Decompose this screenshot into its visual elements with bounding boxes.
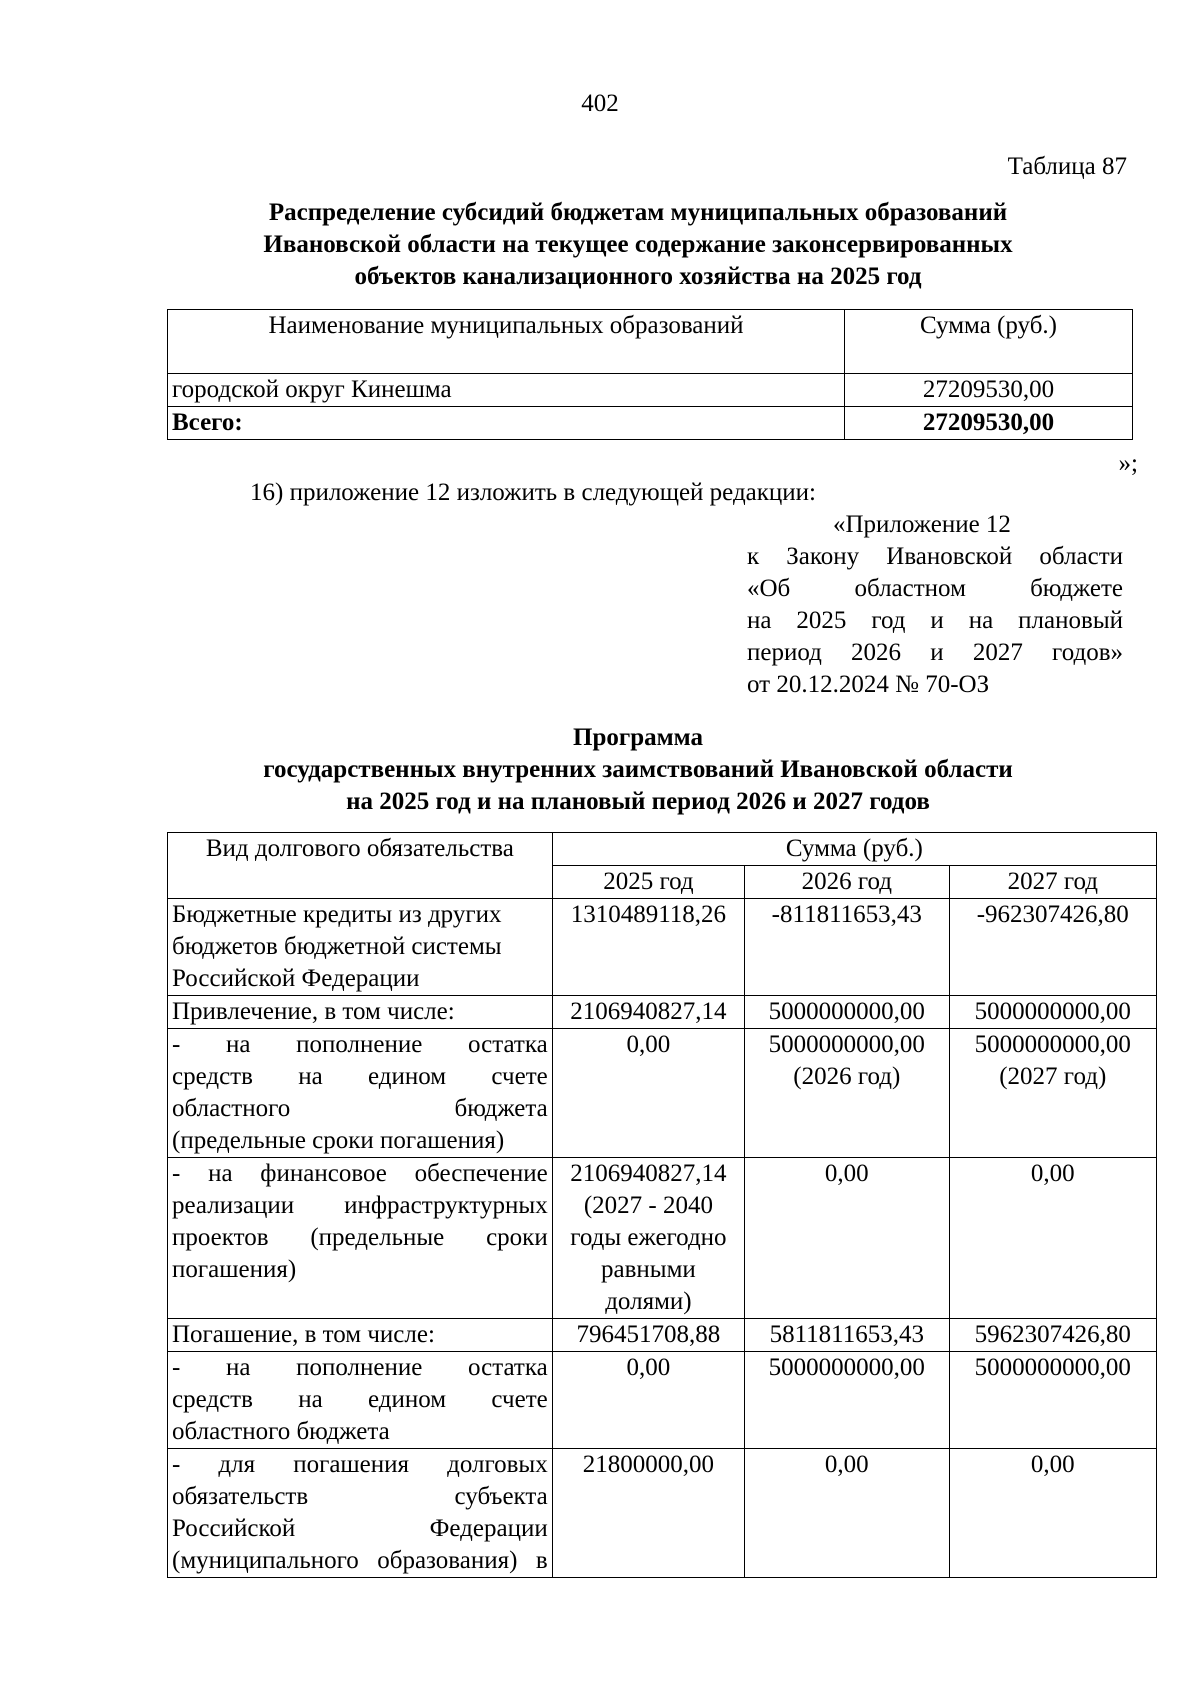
value-2025	[552, 1449, 744, 1578]
debt-type-cell	[168, 996, 553, 1029]
header-sum: Сумма (руб.)	[552, 833, 1156, 866]
cell-line: (предельные сроки погашения)	[172, 1127, 505, 1154]
page-number: 402	[581, 90, 619, 117]
appendix-line: «Приложение 12	[833, 511, 1011, 538]
cell-line: -962307426,80	[976, 901, 1129, 928]
table87-title-line: Распределение субсидий бюджетам муниципальных образований	[268, 199, 1008, 226]
value-2025	[552, 1029, 744, 1158]
table-header-row	[168, 310, 1133, 374]
subsidy-table	[167, 309, 1133, 440]
cell-line: 5000000000,00	[974, 998, 1131, 1025]
value-2025	[552, 899, 744, 996]
cell-line: погашения)	[172, 1256, 297, 1283]
header-year-2026: 2026 год	[745, 866, 949, 899]
cell-line: Российской Федерации	[172, 1515, 548, 1542]
appendix-line: «Об областном бюджете	[747, 575, 1123, 602]
cell-line: - для погашения долговых	[172, 1451, 548, 1478]
table87-title-line: объектов канализационного хозяйства на 2025 год	[354, 263, 922, 290]
total-row	[168, 407, 1133, 440]
value-2027	[949, 996, 1156, 1029]
cell-line: областного бюджета	[172, 1418, 390, 1445]
cell-line: - на пополнение остатка	[172, 1031, 548, 1058]
table-row	[168, 996, 1157, 1029]
debt-type-cell	[168, 1029, 553, 1158]
value-2025	[552, 1319, 744, 1352]
item-16-text: 16) приложение 12 изложить в следующей редакции:	[250, 479, 816, 506]
borrowing-program-table	[167, 832, 1157, 1578]
program-title	[150, 722, 1126, 818]
cell-line: равными	[601, 1256, 696, 1283]
appendix-header	[747, 509, 1123, 701]
municipality-amount: 27209530,00	[845, 374, 1133, 407]
value-2026	[745, 1029, 949, 1158]
cell-line: обязательств субъекта	[172, 1483, 548, 1510]
municipality-name: городской округ Кинешма	[168, 374, 845, 407]
cell-line: 21800000,00	[582, 1451, 715, 1478]
cell-line: областного бюджета	[172, 1095, 548, 1122]
cell-line: 5000000000,00	[974, 1031, 1131, 1058]
total-amount: 27209530,00	[845, 407, 1133, 440]
cell-line: средств на едином счете	[172, 1063, 548, 1090]
cell-line: долями)	[605, 1288, 692, 1315]
value-2027	[949, 1158, 1156, 1319]
cell-line: Привлечение, в том числе:	[172, 998, 455, 1025]
cell-line: 5000000000,00	[974, 1354, 1131, 1381]
header-year-2025: 2025 год	[552, 866, 744, 899]
cell-line: средств на едином счете	[172, 1386, 548, 1413]
header-year-2027: 2027 год	[949, 866, 1156, 899]
appendix-line: к Закону Ивановской области	[747, 543, 1123, 570]
table87-title-line: Ивановской области на текущее содержание законсервированных	[263, 231, 1013, 258]
value-2026	[745, 1158, 949, 1319]
value-2025	[552, 1352, 744, 1449]
table87-title	[150, 197, 1126, 293]
cell-line: реализации инфраструктурных	[172, 1192, 548, 1219]
value-2026	[745, 899, 949, 996]
table-row	[168, 1449, 1157, 1578]
debt-type-cell	[168, 899, 553, 996]
table-row	[168, 1352, 1157, 1449]
program-title-line: государственных внутренних заимствований Ивановской области	[263, 756, 1013, 783]
program-title-line: на 2025 год и на плановый период 2026 и 2027 годов	[346, 788, 930, 815]
cell-line: 2106940827,14	[570, 1160, 727, 1187]
header-municipality: Наименование муниципальных образований	[168, 310, 845, 374]
cell-line: (муниципального образования) в	[172, 1547, 548, 1574]
appendix-line: период 2026 и 2027 годов»	[747, 639, 1123, 666]
cell-line: 0,00	[1030, 1451, 1075, 1478]
cell-line: Погашение, в том числе:	[172, 1321, 435, 1348]
value-2026	[745, 1319, 949, 1352]
table-row	[168, 1319, 1157, 1352]
value-2026	[745, 1449, 949, 1578]
cell-line: - на финансовое обеспечение	[172, 1160, 548, 1187]
appendix-line: от 20.12.2024 № 70-ОЗ	[747, 671, 990, 698]
value-2027	[949, 1029, 1156, 1158]
value-2027	[949, 1352, 1156, 1449]
total-label: Всего:	[168, 407, 845, 440]
value-2027	[949, 1449, 1156, 1578]
cell-line: 5000000000,00	[768, 998, 925, 1025]
cell-line: (2027 - 2040	[583, 1192, 713, 1219]
value-2027	[949, 1319, 1156, 1352]
cell-line: 1310489118,26	[570, 901, 727, 928]
program-title-line: Программа	[573, 724, 703, 751]
cell-line: 0,00	[824, 1160, 869, 1187]
appendix-line: на 2025 год и на плановый	[747, 607, 1123, 634]
debt-type-cell	[168, 1449, 553, 1578]
cell-line: (2027 год)	[999, 1063, 1107, 1090]
value-2027	[949, 899, 1156, 996]
cell-line: - на пополнение остатка	[172, 1354, 548, 1381]
table-row	[168, 1029, 1157, 1158]
header-amount: Сумма (руб.)	[845, 310, 1133, 374]
debt-type-cell	[168, 1158, 553, 1319]
cell-line: 0,00	[1030, 1160, 1075, 1187]
cell-line: (2026 год)	[793, 1063, 901, 1090]
cell-line: 5000000000,00	[768, 1031, 925, 1058]
value-2025	[552, 996, 744, 1029]
cell-line: 5000000000,00	[768, 1354, 925, 1381]
cell-line: 2106940827,14	[570, 998, 727, 1025]
table-label: Таблица 87	[1007, 153, 1127, 180]
cell-line: бюджетов бюджетной системы	[172, 933, 502, 960]
cell-line: 0,00	[824, 1451, 869, 1478]
value-2026	[745, 996, 949, 1029]
value-2025	[552, 1158, 744, 1319]
cell-line: 5962307426,80	[974, 1321, 1131, 1348]
table-row	[168, 899, 1157, 996]
cell-line: годы ежегодно	[570, 1224, 727, 1251]
value-2026	[745, 1352, 949, 1449]
table-row	[168, 1158, 1157, 1319]
debt-type-cell	[168, 1352, 553, 1449]
closing-quote: »;	[1118, 450, 1138, 477]
cell-line: 0,00	[626, 1031, 671, 1058]
debt-type-cell	[168, 1319, 553, 1352]
cell-line: Российской Федерации	[172, 965, 420, 992]
cell-line: проектов (предельные сроки	[172, 1224, 548, 1251]
cell-line: Бюджетные кредиты из других	[172, 901, 502, 928]
cell-line: 5811811653,43	[769, 1321, 924, 1348]
cell-line: 0,00	[626, 1354, 671, 1381]
table-row	[168, 374, 1133, 407]
cell-line: 796451708,88	[576, 1321, 721, 1348]
table-header-row	[168, 833, 1157, 866]
cell-line: -811811653,43	[771, 901, 922, 928]
header-debt-type: Вид долгового обязательства	[168, 833, 553, 899]
